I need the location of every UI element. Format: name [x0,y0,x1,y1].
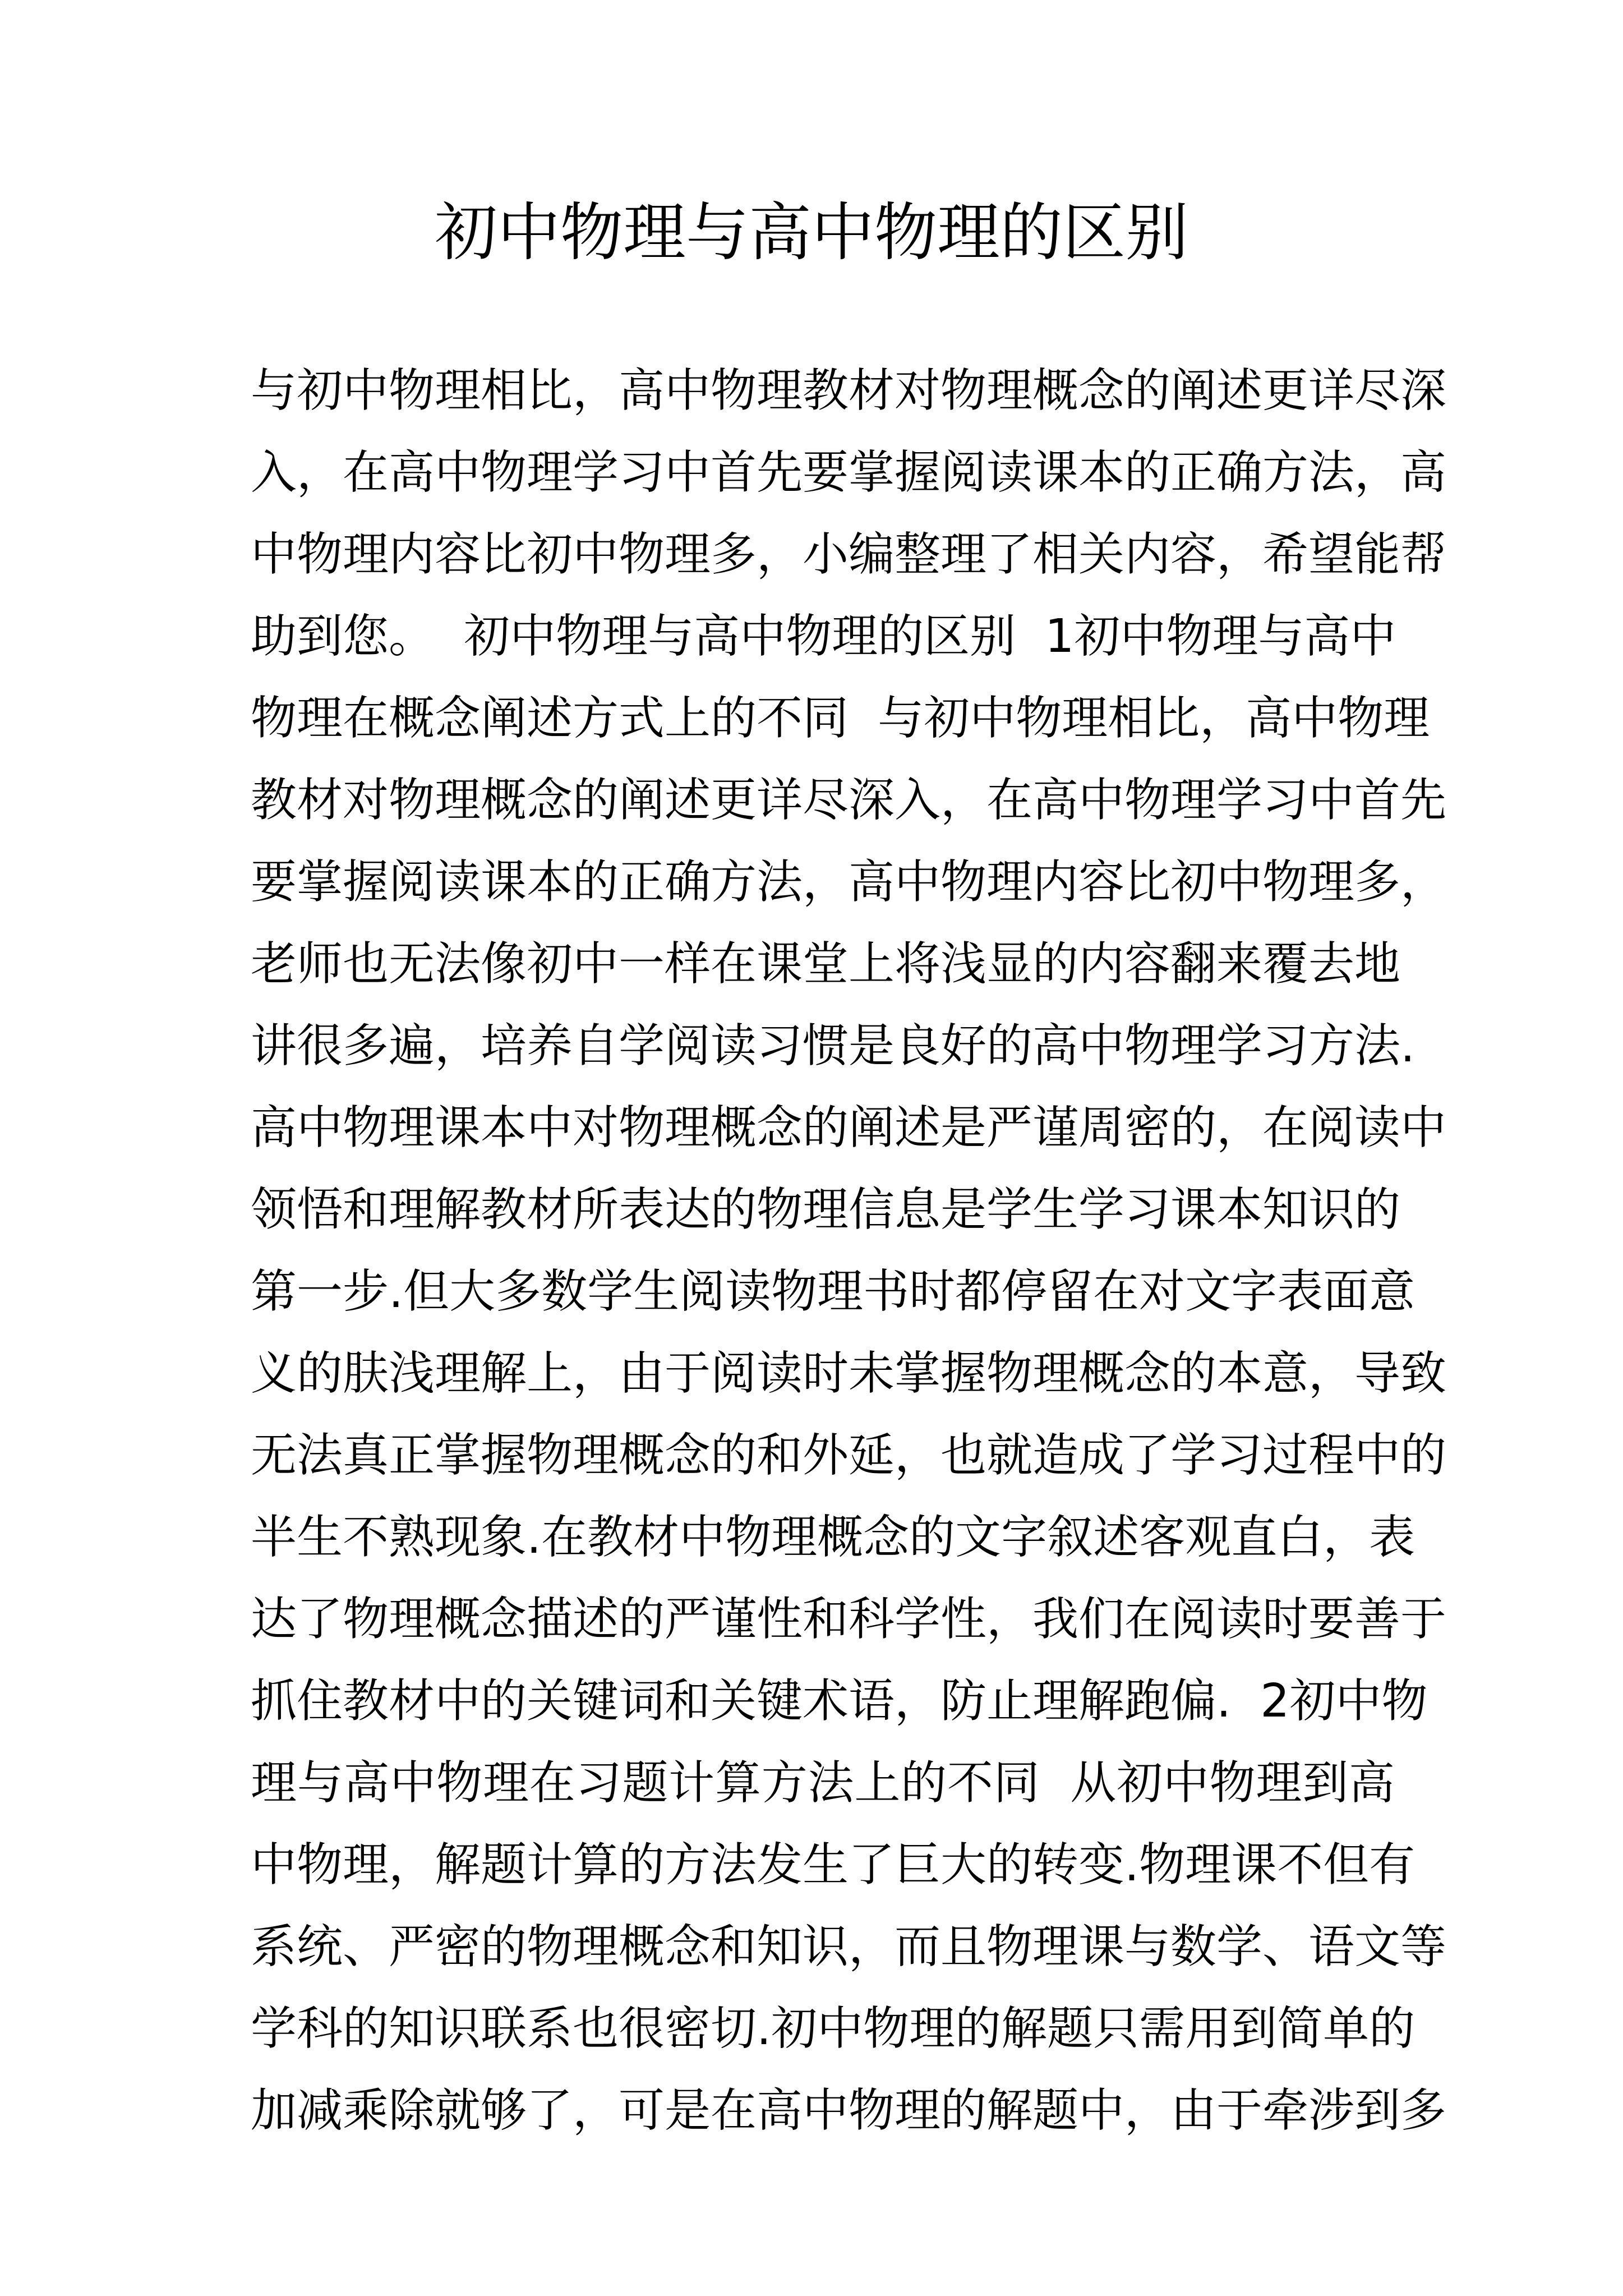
body-line: 中物理，解题计算的方法发生了巨大的转变.物理课不但有 [251,1838,1415,1892]
body-line: 助到您。 初中物理与高中物理的区别 1初中物理与高中 [251,610,1396,663]
body-line: 半生不熟现象.在教材中物理概念的文字叙述客观直白，表 [251,1511,1415,1564]
body-line: 加减乘除就够了，可是在高中物理的解题中，由于牵涉到多 [251,2084,1447,2137]
body-line: 物理在概念阐述方式上的不同 与初中物理相比，高中物理 [251,692,1430,745]
body-line: 义的肤浅理解上，由于阅读时未掌握物理概念的本意，导致 [251,1347,1447,1400]
body-line: 讲很多遍，培养自学阅读习惯是良好的高中物理学习方法. [251,1019,1415,1073]
body-line: 要掌握阅读课本的正确方法，高中物理内容比初中物理多， [251,855,1447,909]
document-title: 初中物理与高中物理的区别 [435,196,1188,269]
body-line: 理与高中物理在习题计算方法上的不同 从初中物理到高 [251,1756,1395,1810]
body-line: 达了物理概念描述的严谨性和科学性，我们在阅读时要善于 [251,1593,1447,1646]
body-line: 抓住教材中的关键词和关键术语，防止理解跑偏. 2初中物 [251,1674,1428,1728]
body-line: 系统、严密的物理概念和知识，而且物理课与数学、语文等 [251,1920,1447,1973]
body-line: 与初中物理相比，高中物理教材对物理概念的阐述更详尽深 [251,364,1447,417]
body-line: 教材对物理概念的阐述更详尽深入，在高中物理学习中首先 [251,774,1447,827]
body-line: 第一步.但大多数学生阅读物理书时都停留在对文字表面意 [251,1265,1415,1318]
body-line: 中物理内容比初中物理多，小编整理了相关内容，希望能帮 [251,528,1447,581]
body-line: 高中物理课本中对物理概念的阐述是严谨周密的，在阅读中 [251,1101,1447,1154]
body-line: 无法真正掌握物理概念的和外延，也就造成了学习过程中的 [251,1429,1447,1482]
body-line: 老师也无法像初中一样在课堂上将浅显的内容翻来覆去地 [251,937,1401,991]
body-line: 入，在高中物理学习中首先要掌握阅读课本的正确方法，高 [251,446,1447,499]
document-body [251,350,1447,2152]
body-line: 学科的知识联系也很密切.初中物理的解题只需用到简单的 [251,2002,1415,2055]
body-line: 领悟和理解教材所表达的物理信息是学生学习课本知识的 [251,1183,1401,1236]
